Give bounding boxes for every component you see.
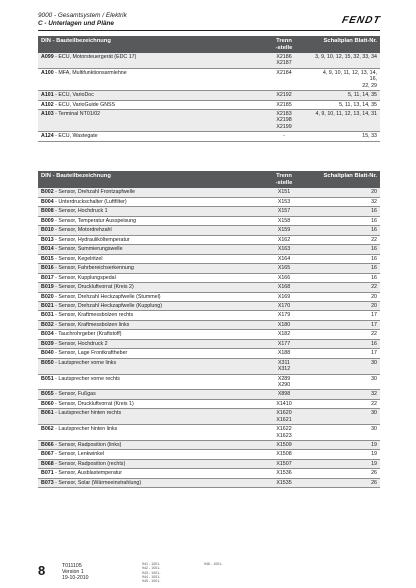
component-code: A099 <box>41 54 54 61</box>
component-designation-cell <box>38 302 256 311</box>
model-codes-list-2: 946 - 1001- <box>204 562 223 566</box>
schematic-sheet-cell: 5, 11, 13, 14, 35 <box>312 100 380 109</box>
component-code: B034 <box>41 331 54 338</box>
connector-cell: X1507 <box>256 459 312 468</box>
component-code: B032 <box>41 321 54 328</box>
table-row <box>38 245 380 254</box>
table-row <box>38 450 380 459</box>
column-header-designation: DIN - Bauteilbezeichnung <box>38 36 256 53</box>
component-designation-cell <box>38 292 256 301</box>
schematic-sheet-cell: 16 <box>312 264 380 273</box>
component-designation-cell <box>38 226 256 235</box>
component-code: B050 <box>41 359 54 366</box>
table-row <box>38 339 380 348</box>
component-description: - Sensor, Fahrbereichserkennung <box>53 265 134 272</box>
table-row <box>38 273 380 282</box>
component-description: - Sensor, Lenkwinkel <box>53 451 105 458</box>
document-id: T011105 <box>62 563 82 569</box>
component-designation-cell <box>38 254 256 263</box>
page-header <box>38 12 380 28</box>
component-code: B021 <box>41 303 54 309</box>
component-description: - Lautsprecher vorne links <box>53 359 117 366</box>
schematic-sheet-cell: 30 <box>312 374 380 390</box>
table-row <box>38 235 380 244</box>
table-row <box>38 349 380 358</box>
table-row <box>38 68 380 90</box>
table-row <box>38 320 380 329</box>
schematic-sheet-cell: 20 <box>312 292 380 301</box>
table-row <box>38 188 380 197</box>
schematic-sheet-cell: 19 <box>312 441 380 450</box>
component-code: A101 <box>41 92 54 99</box>
connector-cell: X153 <box>256 197 312 206</box>
table-row <box>38 100 380 109</box>
schematic-sheet-cell: 19 <box>312 459 380 468</box>
table-row <box>38 91 380 100</box>
component-code: B067 <box>41 451 54 458</box>
connector-cell: X179 <box>256 311 312 320</box>
schematic-sheet-cell: 20 <box>312 188 380 197</box>
connector-cell: X2186 X2187 <box>256 53 312 68</box>
component-description: - Sensor, Druckluftvorrat (Kreis 1) <box>53 400 134 407</box>
header-section-title: 9000 - Gesamtsystem / Elektrik <box>38 12 127 19</box>
component-designation-cell <box>38 188 256 197</box>
component-code: B019 <box>41 284 54 291</box>
brand-logo: FENDT <box>340 15 382 26</box>
component-code: A100 <box>41 69 54 76</box>
connector-cell: X165 <box>256 264 312 273</box>
component-designation-cell <box>38 330 256 339</box>
connector-cell: X1622 X1623 <box>256 425 312 441</box>
component-designation-cell <box>38 197 256 206</box>
component-description: - Sensor, Solar (Wärmeeinstrahlung) <box>53 479 142 486</box>
table-row <box>38 311 380 320</box>
component-description: - ECU, VarioGuide GNSS <box>53 101 116 108</box>
schematic-sheet-cell: 19 <box>312 450 380 459</box>
table-header-row <box>38 36 380 53</box>
connector-cell: X2192 <box>256 91 312 100</box>
component-code: B073 <box>41 479 54 486</box>
model-codes-list: 941 - 1001- 942 - 1001- 943 - 1001- 944 - 1001- 945 - 1001- <box>142 562 161 584</box>
component-description: - Sensor, Hochdruck 2 <box>53 340 108 347</box>
table-row <box>38 374 380 390</box>
component-designation-cell <box>38 132 256 141</box>
schematic-sheet-cell: 15, 33 <box>312 132 380 141</box>
schematic-sheet-cell: 32 <box>312 390 380 399</box>
component-designation-cell <box>38 283 256 292</box>
connector-cell: X170 <box>256 302 312 311</box>
schematic-sheet-cell: 3, 9, 10, 12, 15, 32, 33, 34 <box>312 53 380 68</box>
table-row <box>38 53 380 68</box>
column-header-schematic-sheet: Schaltplan Blatt-Nr. <box>312 36 380 53</box>
component-code: B040 <box>41 350 54 357</box>
component-code: B002 <box>41 189 54 196</box>
column-header-designation: DIN - Bauteilbezeichnung <box>38 171 256 188</box>
component-description: - Sensor, Fußgas <box>53 391 96 398</box>
component-description: - Sensor, Kraftmessbolzen links <box>53 321 130 328</box>
table-row <box>38 132 380 141</box>
component-code: A103 <box>41 111 54 118</box>
component-designation-cell <box>38 216 256 225</box>
component-designation-cell <box>38 53 256 68</box>
component-code: B062 <box>41 426 54 433</box>
connector-cell: X1508 <box>256 450 312 459</box>
component-table-a <box>38 36 380 142</box>
connector-cell: X1536 <box>256 469 312 478</box>
column-header-connector-text: Trenn -stelle <box>275 173 293 186</box>
component-description: - ECU, VarioDoc <box>53 92 94 99</box>
component-description: - Sensor, Lage Frontkraftheber <box>53 350 128 357</box>
table-row <box>38 302 380 311</box>
component-designation-cell <box>38 207 256 216</box>
document-meta <box>62 563 89 582</box>
component-code: B010 <box>41 227 54 234</box>
connector-cell: X162 <box>256 235 312 244</box>
schematic-sheet-cell: 16 <box>312 339 380 348</box>
column-header-schematic-sheet: Schaltplan Blatt-Nr. <box>312 171 380 188</box>
table-row <box>38 478 380 487</box>
page-number: 8 <box>38 563 46 578</box>
connector-cell: X180 <box>256 320 312 329</box>
component-code: B009 <box>41 217 54 224</box>
component-description: - Sensor, Temperatur Ausspeisung <box>53 217 137 224</box>
component-description: - Sensor, Drehzahl Heckzapfwelle (Stummel) <box>53 293 161 300</box>
component-description: - MFA, Multifunktionsarmlehne <box>53 69 127 76</box>
component-description: - Sensor, Radposition (rechts) <box>53 460 126 467</box>
schematic-sheet-cell: 30 <box>312 409 380 425</box>
component-code: A124 <box>41 133 54 140</box>
schematic-sheet-cell: 4, 9, 10, 11, 12, 13, 14, 16, 22, 29 <box>312 68 380 90</box>
component-code: B016 <box>41 265 54 272</box>
connector-cell: X311 X312 <box>256 358 312 374</box>
column-header-connector <box>256 36 312 53</box>
component-description: - Terminal NT01/02 <box>53 111 101 118</box>
table-row <box>38 207 380 216</box>
component-code: B060 <box>41 400 54 407</box>
component-designation-cell <box>38 441 256 450</box>
table-row <box>38 283 380 292</box>
component-code: B020 <box>41 293 54 300</box>
schematic-sheet-cell: 22 <box>312 283 380 292</box>
component-designation-cell <box>38 245 256 254</box>
table-body <box>38 53 380 141</box>
component-description: - Sensor, Kupplungspedal <box>53 274 116 281</box>
component-code: B066 <box>41 442 54 448</box>
component-designation-cell <box>38 425 256 441</box>
schematic-sheet-cell: 30 <box>312 358 380 374</box>
component-designation-cell <box>38 390 256 399</box>
component-description: - Sensor, Radposition (links) <box>53 442 122 448</box>
connector-cell: X2184 <box>256 68 312 90</box>
component-designation-cell <box>38 110 256 132</box>
component-description: - Unterdruckschalter (Luftfilter) <box>53 198 127 205</box>
schematic-sheet-cell: 26 <box>312 469 380 478</box>
connector-cell: X188 <box>256 349 312 358</box>
schematic-sheet-cell: 16 <box>312 254 380 263</box>
connector-cell: - <box>256 132 312 141</box>
component-description: - Sensor, Hydrauliköltemperatur <box>53 236 130 243</box>
header-divider <box>38 30 380 31</box>
component-code: B031 <box>41 312 54 319</box>
table-row <box>38 254 380 263</box>
connector-cell: X1509 <box>256 441 312 450</box>
schematic-sheet-cell: 5, 11, 14, 35 <box>312 91 380 100</box>
component-designation-cell <box>38 91 256 100</box>
component-description: - ECU, Wastegate <box>53 133 98 140</box>
component-code: B013 <box>41 236 54 243</box>
component-designation-cell <box>38 349 256 358</box>
connector-cell: X898 <box>256 390 312 399</box>
component-code: B015 <box>41 255 54 262</box>
connector-cell: X166 <box>256 273 312 282</box>
table-row <box>38 425 380 441</box>
component-description: - Sensor, Hochdruck 1 <box>53 208 108 215</box>
table-row <box>38 459 380 468</box>
component-designation-cell <box>38 358 256 374</box>
component-table-b <box>38 171 380 488</box>
schematic-sheet-cell: 22 <box>312 330 380 339</box>
component-code: A102 <box>41 101 54 108</box>
table-row <box>38 110 380 132</box>
schematic-sheet-cell: 22 <box>312 399 380 408</box>
header-subsection-title: C - Unterlagen und Pläne <box>38 20 114 27</box>
schematic-sheet-cell: 16 <box>312 245 380 254</box>
component-designation-cell <box>38 399 256 408</box>
connector-cell: X1620 X1621 <box>256 409 312 425</box>
schematic-sheet-cell: 16 <box>312 273 380 282</box>
table-header-row <box>38 171 380 188</box>
table-row <box>38 399 380 408</box>
connector-cell: X168 <box>256 283 312 292</box>
component-designation-cell <box>38 478 256 487</box>
component-designation-cell <box>38 273 256 282</box>
component-designation-cell <box>38 235 256 244</box>
schematic-sheet-cell: 30 <box>312 425 380 441</box>
connector-cell: X2185 <box>256 100 312 109</box>
component-designation-cell <box>38 339 256 348</box>
table-row <box>38 441 380 450</box>
table-row <box>38 292 380 301</box>
component-designation-cell <box>38 450 256 459</box>
component-description: - Sensor, Kraftmessbolzen rechts <box>53 312 134 319</box>
component-designation-cell <box>38 68 256 90</box>
component-code: B068 <box>41 460 54 467</box>
component-designation-cell <box>38 311 256 320</box>
component-code: B008 <box>41 208 54 215</box>
schematic-sheet-cell: 17 <box>312 311 380 320</box>
connector-cell: X1535 <box>256 478 312 487</box>
component-description: - Lautsprecher hinten rechts <box>53 410 122 417</box>
connector-cell: X151 <box>256 188 312 197</box>
document-version: Version 1 <box>62 569 84 576</box>
table-row <box>38 197 380 206</box>
table-row <box>38 469 380 478</box>
component-designation-cell <box>38 264 256 273</box>
column-header-connector <box>256 171 312 188</box>
connector-cell: X164 <box>256 254 312 263</box>
connector-cell: X159 <box>256 226 312 235</box>
component-code: B004 <box>41 198 54 205</box>
schematic-sheet-cell: 4, 9, 10, 11, 12, 13, 14, 31 <box>312 110 380 132</box>
connector-cell: X289 X290 <box>256 374 312 390</box>
connector-cell: X157 <box>256 207 312 216</box>
component-description: - Sensor, Motordrehzahl <box>53 227 112 234</box>
schematic-sheet-cell: 22 <box>312 235 380 244</box>
component-description: - Sensor, Summierungswelle <box>53 246 123 253</box>
component-code: B055 <box>41 391 54 398</box>
connector-cell: X1410 <box>256 399 312 408</box>
connector-cell: X182 <box>256 330 312 339</box>
component-code: B017 <box>41 274 54 281</box>
schematic-sheet-cell: 16 <box>312 207 380 216</box>
component-description: - Lautsprecher hinten links <box>53 426 118 433</box>
table-row <box>38 390 380 399</box>
document-date: 19-10-2010 <box>62 575 89 582</box>
schematic-sheet-cell: 20 <box>312 302 380 311</box>
component-code: B071 <box>41 470 54 477</box>
schematic-sheet-cell: 16 <box>312 216 380 225</box>
component-designation-cell <box>38 320 256 329</box>
component-designation-cell <box>38 409 256 425</box>
table-row <box>38 358 380 374</box>
component-designation-cell <box>38 374 256 390</box>
component-designation-cell <box>38 100 256 109</box>
schematic-sheet-cell: 26 <box>312 478 380 487</box>
component-description: - Sensor, Ausblastemperatur <box>53 470 122 477</box>
table-body <box>38 188 380 488</box>
component-description: - Lautsprecher vorne rechts <box>53 375 120 382</box>
component-description: - Sensor, Drehzahl Frontzapfwelle <box>53 189 135 196</box>
table-row <box>38 330 380 339</box>
schematic-sheet-cell: 16 <box>312 226 380 235</box>
component-description: - Sensor, Drehzahl Heckzapfwelle (Kupplung) <box>53 303 163 309</box>
component-code: B061 <box>41 410 54 417</box>
table-row <box>38 216 380 225</box>
component-description: - Sensor, Kegelritzel <box>53 255 103 262</box>
connector-cell: X169 <box>256 292 312 301</box>
component-description: - ECU, Motorsteuergerät (EDC 17) <box>53 54 137 61</box>
schematic-sheet-cell: 32 <box>312 197 380 206</box>
connector-cell: X177 <box>256 339 312 348</box>
connector-cell: X2183 X2198 X2199 <box>256 110 312 132</box>
connector-cell: X163 <box>256 245 312 254</box>
connector-cell: X158 <box>256 216 312 225</box>
component-description: - Sensor, Druckluftvorrat (Kreis 2) <box>53 284 134 291</box>
table-row <box>38 264 380 273</box>
component-code: B014 <box>41 246 54 253</box>
schematic-sheet-cell: 17 <box>312 320 380 329</box>
schematic-sheet-cell: 17 <box>312 349 380 358</box>
component-designation-cell <box>38 469 256 478</box>
table-row <box>38 226 380 235</box>
table-row <box>38 409 380 425</box>
component-code: B039 <box>41 340 54 347</box>
component-description: - Tauchrohrgeber (Kraftstoff) <box>53 331 122 338</box>
component-designation-cell <box>38 459 256 468</box>
component-code: B051 <box>41 375 54 382</box>
column-header-connector-text: Trenn -stelle <box>275 38 293 51</box>
